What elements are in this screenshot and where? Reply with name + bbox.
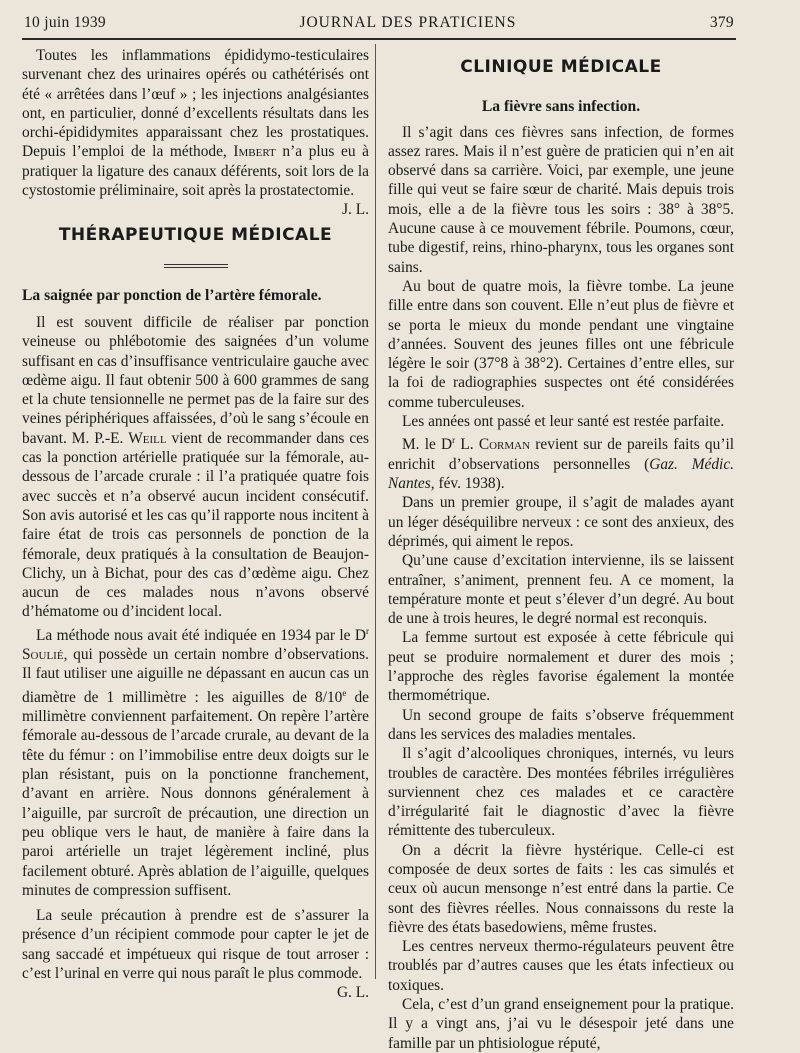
author-name: Imbert <box>233 143 276 161</box>
article-paragraph <box>22 906 369 1002</box>
article-paragraph: Un second groupe de faits s’observe fréquemment dans les services des maladies mentales. <box>388 706 734 743</box>
author-signature: G. L. <box>336 984 369 1002</box>
article-paragraph: Les années ont passé et leur santé est restée parfaite. <box>402 413 725 431</box>
journal-reference: Gaz. Médic. Nantes <box>388 455 734 493</box>
paragraph-text: , qui possède un certain nombre d’observations. Il faut utiliser une aiguille ne dépassant en aucun cas un diamètre de 1 millimètre : les aiguilles de 8/10 <box>22 646 369 706</box>
article-paragraph: Il s’agit d’alcooliques chroniques, internés, vu leurs troubles de caractère. Des montées fébriles irrégulières surviennent chez ces malades et ce caractère d’irrégularité fait le diagnostic d’avec la fièvre rémittente des tuberculeux. <box>388 745 734 840</box>
paragraph-text: vient de recommander dans ces cas la ponction artérielle pratiquée sur la fémorale, au-dessous de l’arcade crurale : il l’a pratiquée quatre fois avec succès et n’a observé aucun incident consécutif. Son avis autorisé et les cas qu’il rapporte nous incitent à faire état de trois cas personnels de ponction de la fémorale, deux pratiqués à la consultation de Beaujon-Clichy, un à Bichat, pour des cas d’œdème aigu. Chez aucun de ces malades nous n’avons observé d’hématome ou d’incident local. <box>22 429 369 621</box>
article-paragraph: Les centres nerveux thermo-régulateurs peuvent être troublés par d’autres causes que les états infectieux ou toxiques. <box>388 938 734 994</box>
article-paragraph: On a décrit la fièvre hystérique. Celle-ci est composée de deux sortes de faits : les cas simulés et ceux où aucun mensonge n’est entré dans la partie. Ce sont des fièvres réelles. Nous connaissons du reste la fièvre des états basedowiens, même frustes. <box>388 841 734 936</box>
paragraph-text: La méthode nous avait été indiquée en 1934 par le D <box>36 626 366 644</box>
author-name: Soulié <box>22 646 64 664</box>
page-header <box>24 14 734 32</box>
paragraph-text: revient sur de pareils faits qu’il enrichit d’observations personnelles ( <box>388 436 734 473</box>
paragraph-text: de millimètre conviennent parfaitement. On repère l’artère fémorale au-dessous de l’arcade crurale, au devant de la tête du fémur : on l’immobilise entre deux doigts sur le plan résistant, puis on la ponctionne franchement, d’avant en arrière. Nous donnons généralement à l’aiguille, par surcroît de précaution, une direction un peu oblique vers le haut, de manière à faire dans la paroi artérielle un trajet légèrement incliné, plus facilement obturé. Après ablation de l’aiguille, quelques minutes de compression suffisent. <box>22 688 369 899</box>
paragraph-text: M. le D <box>402 436 453 454</box>
paragraph-text: La seule précaution à prendre est de s’assurer la présence d’un récipient commode pour capter le jet de sang saccadé et impétueux qui risque de tout arroser : c’est l’urinal en verre qui nous paraît le plus commode. <box>22 907 369 983</box>
article-paragraph <box>388 431 734 493</box>
author-name: Weill <box>128 429 167 447</box>
article-paragraph: Dans un premier groupe, il s’agit de malades ayant un léger déséquilibre nerveux : ce sont des anxieux, des déprimés, qui aiment le repos. <box>388 494 734 550</box>
author-signature: J. L. <box>342 201 369 219</box>
header-rule <box>22 38 736 40</box>
superscript: r <box>366 625 369 636</box>
article-paragraph <box>22 313 369 622</box>
article-paragraph <box>22 622 369 900</box>
article-paragraph: Qu’une cause d’excitation intervienne, ils se laissent entraîner, s’animent, prennent feu. A ce moment, la température monte et peut s’élever d’un degré. Au bout de une à trois heures, le degré normal est reconquis. <box>388 552 734 628</box>
superscript: e <box>342 687 347 698</box>
right-column <box>388 46 734 1053</box>
article-title: La saignée par ponction de l’artère fémorale. <box>22 286 322 304</box>
issue-date: 10 juin 1939 <box>24 14 106 31</box>
intro-text: Toutes les inflammations épididymo-testiculaires survenant chez des urinaires opérés ou cathétérisés ont été « arrêtées dans l’œuf » ; les injections analgésiantes ont, en particulier, donné d’excellents résultats dans les orchi-épididymites apparaissant chez les prostatiques. Depuis l’emploi de la méthode, <box>22 47 369 161</box>
article-paragraph: Au bout de quatre mois, la fièvre tombe. La jeune fille entre dans son couvent. Elle n’eut plus de fièvre et se porta le mieux du monde pendant une vingtaine d’années. Souvent des jeunes filles ont une fébricule légère le soir (37°8 à 38°2). Certaines d’entre elles, sur la foi de radiographies suspectes ont été considérées comme tuberculeuses. <box>388 277 734 411</box>
article-title: La fièvre sans infection. <box>481 98 641 116</box>
intro-paragraph <box>22 46 369 219</box>
section-title-therapeutique: THÉRAPEUTIQUE MÉDICALE <box>58 225 333 246</box>
superscript: r <box>452 435 456 446</box>
section-title-clinique: CLINIQUE MÉDICALE <box>460 57 662 77</box>
page-number: 379 <box>709 14 734 31</box>
article-paragraph: La femme surtout est exposée à cette fébricule qui peut se produire normalement et durer des mois ; l’approche des règles favorise également la montée thermométrique. <box>388 629 734 705</box>
journal-title: JOURNAL DES PRATICIENS <box>299 14 517 31</box>
article-paragraph: Cela, c’est d’un grand enseignement pour la pratique. Il y a vingt ans, j’ai vu le désespoir jeté dans une famille par un phtisiologue réputé, <box>388 996 734 1052</box>
paragraph-text: Il est souvent difficile de réaliser par ponction veineuse ou phlébotomie des saignées d’un volume suffisant en cas d’insuffisance ventriculaire gauche avec œdème aigu. Il faut obtenir 500 à 600 grammes de sang et la chute tensionnelle ne permet pas de la faire sur des veines périphériques affaissées, d’où le sang s’écoule en bavant. M. P.-E. <box>22 313 369 447</box>
column-divider <box>375 44 376 979</box>
left-column <box>22 46 369 1003</box>
article-paragraph: Il s’agit dans ces fièvres sans infection, de formes assez rares. Mais il n’est guère de praticien qui n’en ait observé dans sa carrière. Voici, par exemple, une jeune fille qui veut se faire sœur de charité. Mais depuis trois mois, elle a de la fièvre tous les soirs : 38° à 38°5. Aucune cause à ce mouvement fébrile. Poumons, cœur, tube digestif, reins, rhino-pharynx, tous les organes sont sains. <box>388 123 734 276</box>
intro-text-tail: n’a plus eu à pratiquer la ligature des canaux déférents, soit lors de la cystostomie préliminaire, soit après la prostatectomie. <box>22 143 369 200</box>
paragraph-text: , fév. 1938). <box>430 475 505 493</box>
author-name: L. Corman <box>460 436 531 454</box>
